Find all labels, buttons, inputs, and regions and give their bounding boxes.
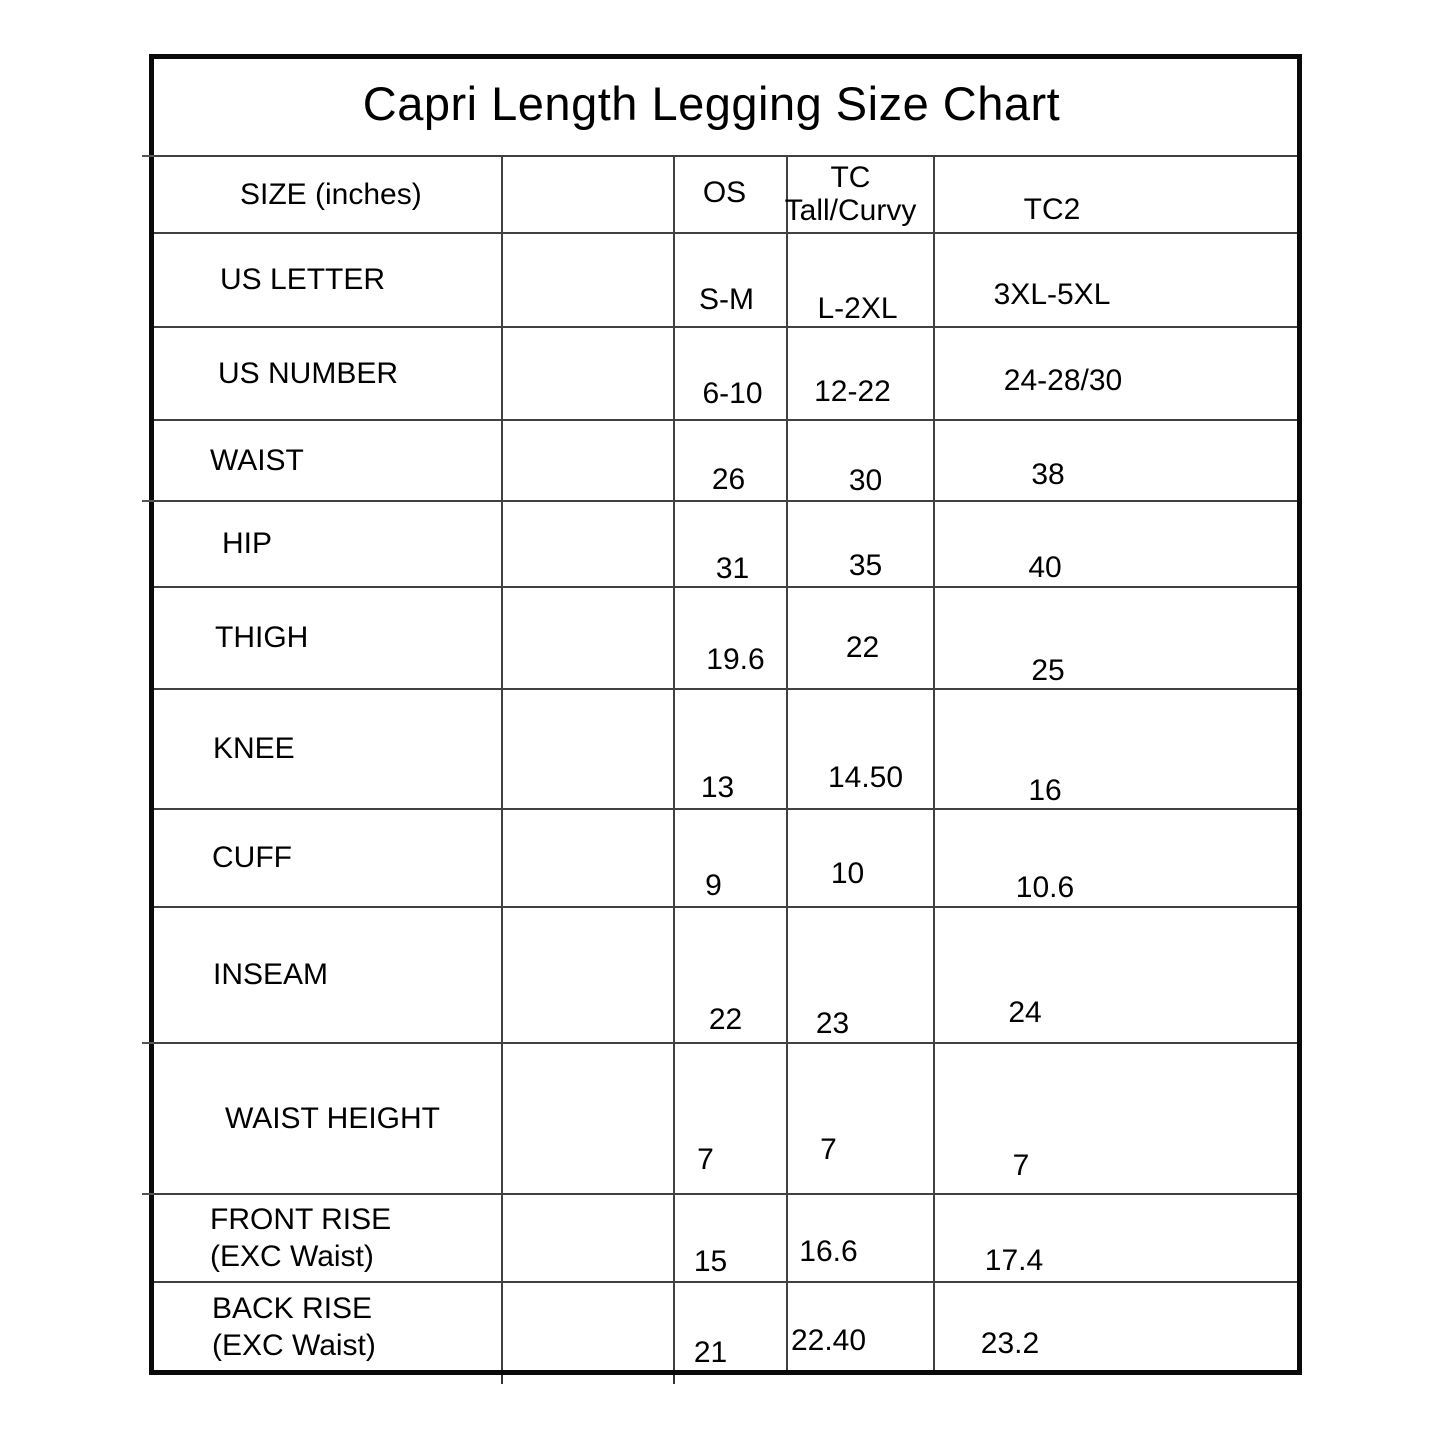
tc-value-cell (786, 908, 933, 1042)
grid-line-tail (501, 1375, 503, 1384)
header-tc-cell (786, 157, 933, 232)
row-label-cell (154, 1044, 501, 1193)
table-row-cuff (154, 808, 1297, 906)
tc2-value-cell (933, 810, 1297, 906)
empty-cell (501, 1283, 673, 1370)
tc2-value: 23.2 (980, 1327, 1040, 1360)
os-value: 22 (708, 1003, 743, 1036)
empty-cell (501, 810, 673, 906)
row-label: INSEAM (213, 958, 329, 991)
os-value: 9 (705, 869, 722, 902)
os-value-cell (673, 1195, 786, 1281)
grid-line-tail (142, 1042, 154, 1044)
tc-value-cell (786, 328, 933, 419)
table-row-thigh (154, 586, 1297, 688)
tc-value: 23 (815, 1007, 850, 1040)
tc2-value: 38 (1031, 458, 1065, 491)
tc2-value: 10.6 (1015, 871, 1075, 904)
empty-cell (501, 234, 673, 326)
table-row-us-letter (154, 232, 1297, 326)
empty-cell (501, 1195, 673, 1281)
tc-value: 22.40 (790, 1324, 867, 1357)
empty-cell (501, 328, 673, 419)
row-label (210, 1201, 391, 1275)
row-label-cell (154, 690, 501, 808)
os-value-cell (673, 810, 786, 906)
grid-line-tail (673, 1375, 675, 1384)
header-os-label: OS (702, 176, 747, 209)
table-row-knee (154, 688, 1297, 808)
row-label: WAIST (210, 443, 304, 477)
header-row (154, 155, 1297, 232)
os-value: 19.6 (706, 643, 765, 676)
empty-cell (501, 157, 673, 232)
size-chart-table (149, 54, 1302, 1375)
row-label: WAIST HEIGHT (225, 1101, 441, 1135)
tc-value: 7 (820, 1133, 837, 1166)
tc-value: 30 (848, 464, 883, 497)
tc-value: 35 (848, 549, 883, 582)
tc-value: L-2XL (817, 292, 898, 325)
grid-line-tail (142, 155, 154, 157)
table-row-back-rise (154, 1281, 1297, 1370)
grid-line-tail (142, 1193, 154, 1195)
tc2-value: 24-28/30 (1003, 364, 1123, 397)
header-tc-label (785, 161, 917, 227)
tc-value-cell (786, 810, 933, 906)
tc2-value-cell (933, 234, 1297, 326)
tc-value-cell (786, 421, 933, 500)
row-label (212, 1290, 376, 1364)
grid-line-tail (142, 500, 154, 502)
tc2-value: 24 (1008, 996, 1042, 1029)
table-row-waist-height (154, 1042, 1297, 1193)
tc2-value-cell (933, 421, 1297, 500)
row-label: THIGH (215, 621, 309, 654)
tc2-value-cell (933, 502, 1297, 586)
os-value-cell (673, 588, 786, 688)
os-value: 6-10 (702, 377, 763, 410)
tc2-value-cell (933, 1044, 1297, 1193)
header-size-cell (154, 157, 501, 232)
row-label: HIP (222, 527, 273, 560)
os-value-cell (673, 502, 786, 586)
empty-cell (501, 421, 673, 500)
empty-cell (501, 1044, 673, 1193)
table-row-waist (154, 419, 1297, 500)
header-tc2-cell (933, 157, 1297, 232)
tc2-value: 25 (1031, 654, 1065, 687)
row-label-cell (154, 588, 501, 688)
row-label-line2: (EXC Waist) (210, 1240, 374, 1273)
row-label-cell (154, 810, 501, 906)
row-label-cell (154, 1283, 501, 1370)
os-value-cell (673, 690, 786, 808)
header-tc-line2: Tall/Curvy (784, 194, 917, 227)
header-size-label: SIZE (inches) (240, 177, 422, 211)
tc-value: 10 (830, 857, 865, 890)
os-value: S-M (699, 283, 754, 316)
row-label: CUFF (212, 841, 292, 874)
row-label-line1: FRONT RISE (210, 1203, 392, 1236)
table-row-front-rise (154, 1193, 1297, 1281)
row-label-cell (154, 234, 501, 326)
header-tc2-label: TC2 (1023, 193, 1081, 226)
tc-value-cell (786, 588, 933, 688)
tc2-value-cell (933, 1195, 1297, 1281)
empty-cell (501, 690, 673, 808)
tc2-value: 40 (1028, 551, 1062, 584)
empty-cell (501, 502, 673, 586)
tc2-value-cell (933, 328, 1297, 419)
os-value-cell (673, 1044, 786, 1193)
table-row-hip (154, 500, 1297, 586)
tc2-value-cell (933, 1283, 1297, 1370)
tc-value: 16.6 (799, 1235, 858, 1268)
os-value: 15 (693, 1245, 728, 1278)
chart-title: Capri Length Legging Size Chart (362, 76, 1061, 130)
os-value: 26 (711, 463, 746, 496)
tc2-value: 3XL-5XL (993, 278, 1111, 311)
row-label-cell (154, 328, 501, 419)
tc-value: 14.50 (827, 761, 904, 794)
tc-value: 22 (845, 631, 880, 664)
os-value: 7 (697, 1143, 714, 1176)
row-label-cell (154, 421, 501, 500)
os-value-cell (673, 234, 786, 326)
row-label: KNEE (213, 732, 295, 765)
row-label-cell (154, 502, 501, 586)
row-label-line2: (EXC Waist) (212, 1328, 376, 1362)
header-tc-line1: TC (830, 161, 871, 194)
tc-value-cell (786, 234, 933, 326)
tc-value-cell (786, 502, 933, 586)
os-value-cell (673, 421, 786, 500)
table-row-inseam (154, 906, 1297, 1042)
os-value: 31 (715, 552, 750, 585)
table-row-us-number (154, 326, 1297, 419)
title-row (154, 59, 1297, 155)
os-value: 21 (693, 1336, 728, 1369)
row-label: US NUMBER (218, 356, 399, 390)
os-value-cell (673, 908, 786, 1042)
os-value: 13 (700, 771, 735, 804)
os-value-cell (673, 328, 786, 419)
tc-value-cell (786, 690, 933, 808)
tc2-value: 17.4 (984, 1244, 1044, 1277)
empty-cell (501, 588, 673, 688)
tc2-value-cell (933, 588, 1297, 688)
tc-value: 12-22 (814, 375, 891, 408)
row-label-line1: BACK RISE (212, 1291, 373, 1325)
os-value-cell (673, 1283, 786, 1370)
row-label-cell (154, 908, 501, 1042)
header-os-cell (673, 157, 786, 232)
empty-cell (501, 908, 673, 1042)
tc2-value-cell (933, 908, 1297, 1042)
tc2-value: 7 (1012, 1149, 1030, 1182)
tc2-value-cell (933, 690, 1297, 808)
row-label: US LETTER (220, 263, 386, 296)
row-label-cell (154, 1195, 501, 1281)
tc2-value: 16 (1028, 774, 1062, 807)
